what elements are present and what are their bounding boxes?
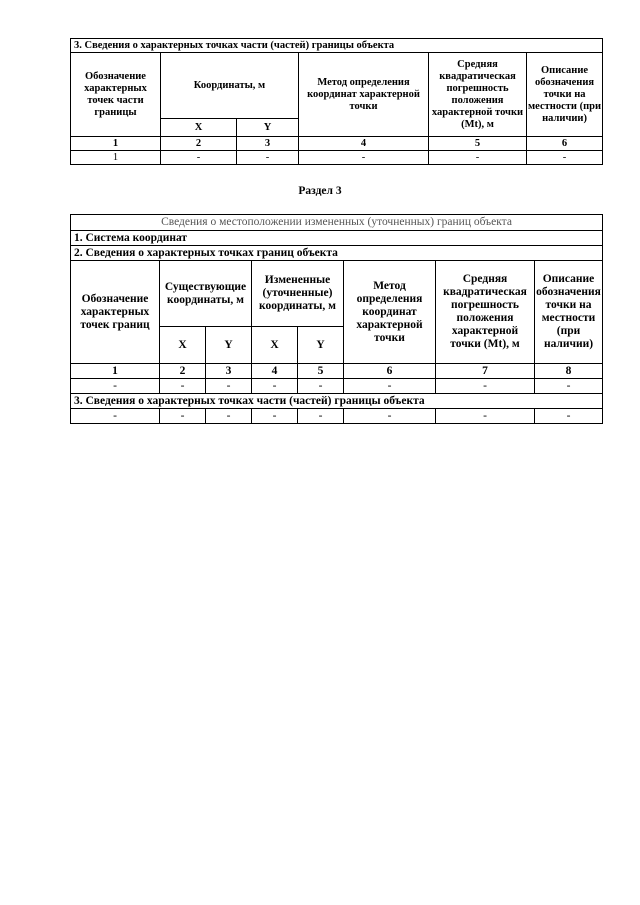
coord-system-title: 1. Система координат bbox=[71, 231, 603, 246]
table-part-boundary-points bbox=[70, 38, 603, 165]
column-number: 6 bbox=[344, 364, 436, 379]
table-cell: - bbox=[71, 409, 160, 424]
column-number: 5 bbox=[298, 364, 344, 379]
table-cell: - bbox=[436, 379, 535, 394]
header-changed-coordinates: Измененные (уточненные) координаты, м bbox=[252, 261, 344, 327]
table-cell: 1 bbox=[71, 151, 161, 165]
table-cell: - bbox=[252, 409, 298, 424]
table-cell: - bbox=[252, 379, 298, 394]
table-cell: - bbox=[160, 379, 206, 394]
table-cell: - bbox=[298, 379, 344, 394]
header-x: X bbox=[161, 119, 237, 137]
header-error: Средняя квадратическая погрешность положения характерной точки (Mt), м bbox=[436, 261, 535, 364]
table-cell: - bbox=[344, 409, 436, 424]
column-number: 3 bbox=[237, 137, 299, 151]
header-error: Средняя квадратическая погрешность положения характерной точки (Mt), м bbox=[429, 53, 527, 137]
table-cell: - bbox=[344, 379, 436, 394]
table-cell: - bbox=[298, 409, 344, 424]
header-description: Описание обозначения точки на местности (при наличии) bbox=[527, 53, 603, 137]
table-cell: - bbox=[299, 151, 429, 165]
table-cell: - bbox=[206, 409, 252, 424]
column-number: 4 bbox=[252, 364, 298, 379]
table-cell: - bbox=[429, 151, 527, 165]
table-row bbox=[71, 151, 603, 165]
table-row bbox=[71, 409, 603, 424]
column-number: 2 bbox=[161, 137, 237, 151]
header-y: Y bbox=[298, 327, 344, 364]
table-cell: - bbox=[535, 379, 603, 394]
column-numbers-row bbox=[71, 137, 603, 151]
table-cell: - bbox=[160, 409, 206, 424]
header-method: Метод определения координат характерной точки bbox=[344, 261, 436, 364]
header-coordinates: Координаты, м bbox=[161, 53, 299, 119]
table-cell: - bbox=[161, 151, 237, 165]
column-number: 4 bbox=[299, 137, 429, 151]
column-number: 5 bbox=[429, 137, 527, 151]
column-number: 7 bbox=[436, 364, 535, 379]
points-section-title: 2. Сведения о характерных точках границ объекта bbox=[71, 246, 603, 261]
table-cell: - bbox=[436, 409, 535, 424]
section-title: 3. Сведения о характерных точках части (частей) границы объекта bbox=[71, 39, 603, 53]
table-cell: - bbox=[71, 379, 160, 394]
column-number: 1 bbox=[71, 364, 160, 379]
header-description: Описание обозначения точки на местности (при наличии) bbox=[535, 261, 603, 364]
table-cell: - bbox=[527, 151, 603, 165]
column-number: 3 bbox=[206, 364, 252, 379]
header-x: X bbox=[252, 327, 298, 364]
table-title: Сведения о местоположении измененных (уточненных) границ объекта bbox=[71, 215, 603, 231]
header-designation: Обозначение характерных точек границ bbox=[71, 261, 160, 364]
column-number: 1 bbox=[71, 137, 161, 151]
column-number: 8 bbox=[535, 364, 603, 379]
header-method: Метод определения координат характерной точки bbox=[299, 53, 429, 137]
table-cell: - bbox=[206, 379, 252, 394]
table-cell: - bbox=[237, 151, 299, 165]
parts-section-title: 3. Сведения о характерных точках части (частей) границы объекта bbox=[71, 394, 603, 409]
column-number: 6 bbox=[527, 137, 603, 151]
table-changed-boundaries bbox=[70, 214, 603, 424]
column-numbers-row bbox=[71, 364, 603, 379]
section-heading: Раздел 3 bbox=[298, 185, 342, 197]
header-x: X bbox=[160, 327, 206, 364]
header-existing-coordinates: Существующие координаты, м bbox=[160, 261, 252, 327]
column-number: 2 bbox=[160, 364, 206, 379]
table-row bbox=[71, 379, 603, 394]
header-designation: Обозначение характерных точек части границы bbox=[71, 53, 161, 137]
header-y: Y bbox=[237, 119, 299, 137]
table-cell: - bbox=[535, 409, 603, 424]
header-y: Y bbox=[206, 327, 252, 364]
